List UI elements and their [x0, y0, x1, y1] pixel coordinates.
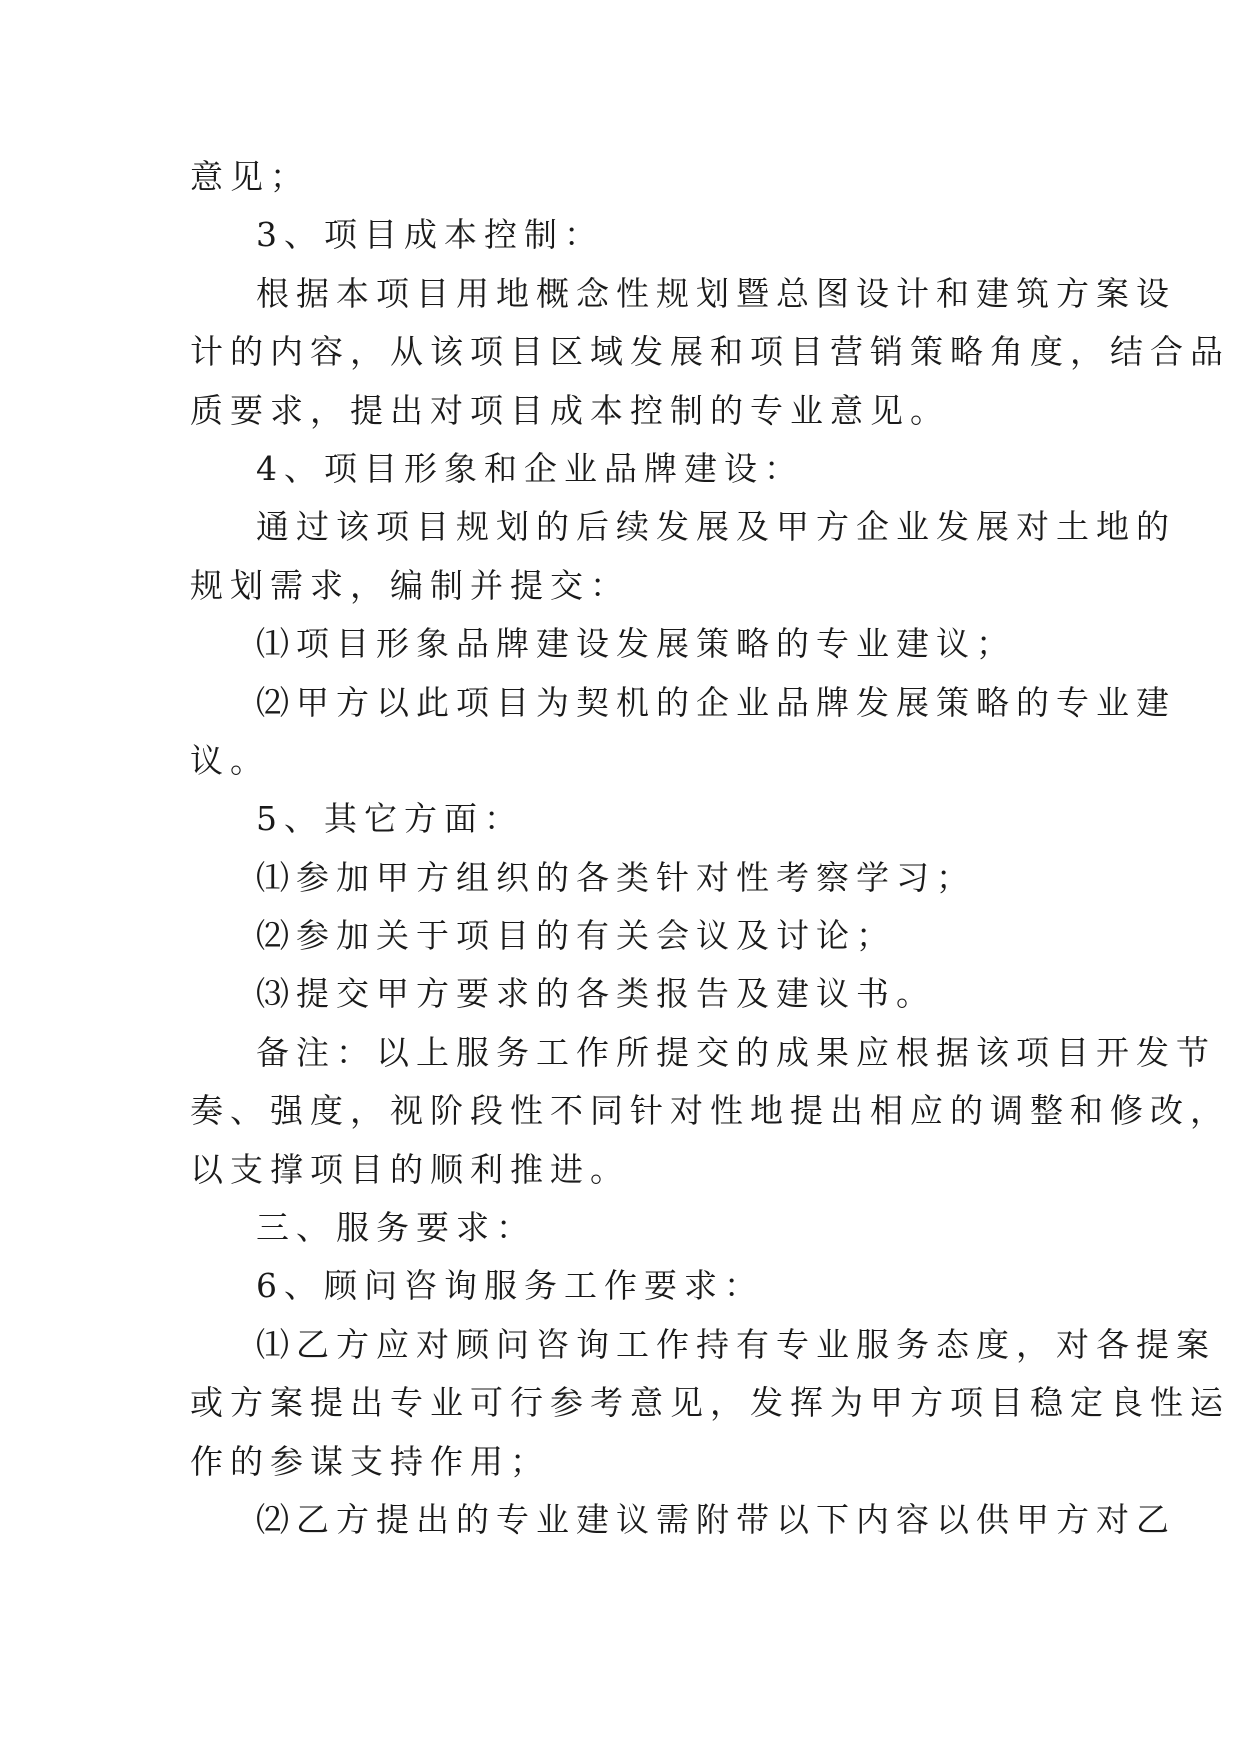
text-line: 作的参谋支持作用； — [190, 1441, 550, 1481]
list-item: ⑴项目形象品牌建设发展策略的专业建议； — [256, 624, 1016, 664]
list-item: ⑴参加甲方组织的各类针对性考察学习； — [256, 857, 976, 897]
text-line: 计的内容，从该项目区域发展和项目营销策略角度，结合品 — [190, 332, 1230, 372]
text-line: 以支撑项目的顺利推进。 — [190, 1149, 630, 1189]
document-body — [190, 148, 1230, 1549]
list-item: ⑶提交甲方要求的各类报告及建议书。 — [256, 974, 936, 1014]
section-heading: 3、项目成本控制： — [256, 215, 604, 255]
section-heading: 6、顾问咨询服务工作要求： — [256, 1266, 764, 1306]
section-heading: 5、其它方面： — [256, 799, 524, 839]
list-item: ⑵乙方提出的专业建议需附带以下内容以供甲方对乙 — [256, 1499, 1176, 1539]
section-heading: 三、服务要求： — [256, 1208, 536, 1248]
text-line: 奏、强度，视阶段性不同针对性地提出相应的调整和修改， — [190, 1091, 1230, 1131]
text-line: 根据本项目用地概念性规划暨总图设计和建筑方案设 — [256, 273, 1176, 313]
list-item: ⑴乙方应对顾问咨询工作持有专业服务态度，对各提案 — [256, 1324, 1216, 1364]
text-line: 意见； — [190, 157, 310, 196]
text-line: 议。 — [190, 740, 270, 780]
list-item: ⑵甲方以此项目为契机的企业品牌发展策略的专业建 — [256, 682, 1176, 722]
text-line: 质要求，提出对项目成本控制的专业意见。 — [190, 390, 950, 430]
list-item: ⑵参加关于项目的有关会议及讨论； — [256, 916, 896, 956]
note-line: 备注：以上服务工作所提交的成果应根据该项目开发节 — [256, 1032, 1216, 1072]
text-line: 或方案提出专业可行参考意见，发挥为甲方项目稳定良性运 — [190, 1383, 1230, 1423]
text-line: 通过该项目规划的后续发展及甲方企业发展对土地的 — [256, 507, 1176, 547]
text-line: 规划需求，编制并提交： — [190, 565, 630, 605]
section-heading: 4、项目形象和企业品牌建设： — [256, 448, 804, 488]
